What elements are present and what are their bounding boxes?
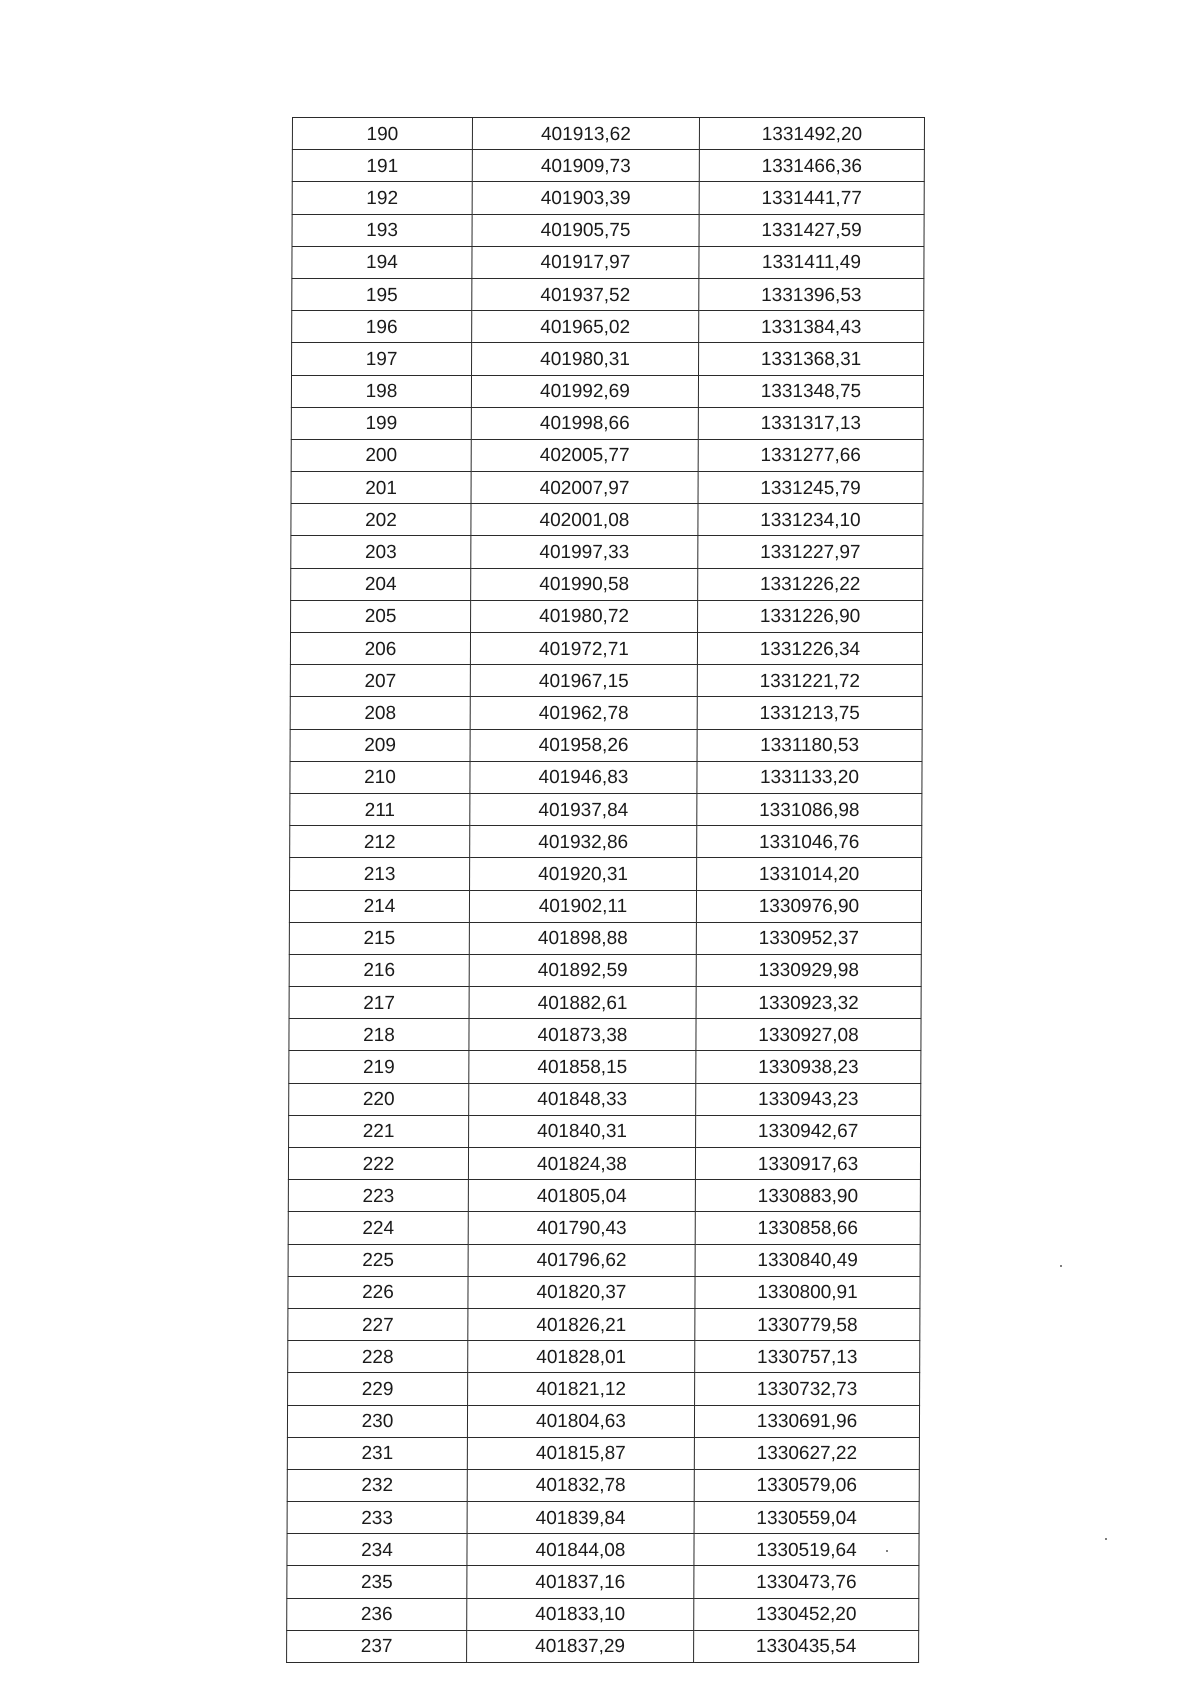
point-number-cell: 221 <box>289 1115 469 1147</box>
x-coordinate-cell: 401873,38 <box>469 1019 696 1051</box>
point-number-cell: 210 <box>290 761 470 793</box>
table-row <box>290 793 922 825</box>
point-number-cell: 226 <box>288 1276 468 1308</box>
y-coordinate-cell: 1330627,22 <box>694 1437 919 1469</box>
y-coordinate-cell: 1330840,49 <box>695 1244 920 1276</box>
table-row <box>287 1437 919 1469</box>
table-row <box>290 697 922 729</box>
table-row <box>292 246 924 278</box>
point-number-cell: 192 <box>292 182 472 214</box>
x-coordinate-cell: 401965,02 <box>472 311 699 343</box>
y-coordinate-cell: 1330883,90 <box>695 1180 920 1212</box>
x-coordinate-cell: 401903,39 <box>472 182 699 214</box>
point-number-cell: 233 <box>287 1502 467 1534</box>
table-row <box>287 1405 919 1437</box>
y-coordinate-cell: 1331492,20 <box>699 118 924 150</box>
table-row <box>289 954 921 986</box>
point-number-cell: 236 <box>287 1598 467 1630</box>
table-row <box>290 633 922 665</box>
x-coordinate-cell: 401905,75 <box>472 214 699 246</box>
x-coordinate-cell: 401858,15 <box>469 1051 696 1083</box>
point-number-cell: 209 <box>290 729 470 761</box>
table-row <box>288 1148 920 1180</box>
y-coordinate-cell: 1330942,67 <box>696 1115 921 1147</box>
y-coordinate-cell: 1330757,13 <box>695 1341 920 1373</box>
table-row <box>291 504 923 536</box>
table-row <box>291 568 923 600</box>
y-coordinate-cell: 1331441,77 <box>699 182 924 214</box>
table-row <box>290 858 922 890</box>
y-coordinate-cell: 1331221,72 <box>697 665 922 697</box>
table-row <box>292 343 924 375</box>
point-number-cell: 206 <box>290 633 470 665</box>
point-number-cell: 230 <box>287 1405 467 1437</box>
x-coordinate-cell: 402001,08 <box>471 504 698 536</box>
x-coordinate-cell: 401937,84 <box>470 793 697 825</box>
y-coordinate-cell: 1331180,53 <box>697 729 922 761</box>
x-coordinate-cell: 402005,77 <box>471 439 698 471</box>
table-row <box>292 278 924 310</box>
x-coordinate-cell: 401796,62 <box>468 1244 695 1276</box>
x-coordinate-cell: 401962,78 <box>470 697 697 729</box>
table-row <box>289 1051 921 1083</box>
y-coordinate-cell: 1331227,97 <box>698 536 923 568</box>
point-number-cell: 225 <box>288 1244 468 1276</box>
table-row <box>287 1469 919 1501</box>
table-row <box>292 150 924 182</box>
x-coordinate-cell: 401790,43 <box>468 1212 695 1244</box>
x-coordinate-cell: 401892,59 <box>469 954 696 986</box>
y-coordinate-cell: 1331086,98 <box>697 793 922 825</box>
x-coordinate-cell: 401917,97 <box>472 246 699 278</box>
point-number-cell: 237 <box>287 1630 467 1662</box>
coordinates-table-body <box>287 118 925 1663</box>
point-number-cell: 199 <box>291 407 471 439</box>
point-number-cell: 219 <box>289 1051 469 1083</box>
table-row <box>290 826 922 858</box>
y-coordinate-cell: 1330858,66 <box>695 1212 920 1244</box>
point-number-cell: 223 <box>288 1180 468 1212</box>
y-coordinate-cell: 1330938,23 <box>696 1051 921 1083</box>
table-row <box>290 665 922 697</box>
table-row <box>287 1566 919 1598</box>
x-coordinate-cell: 401992,69 <box>471 375 698 407</box>
x-coordinate-cell: 401824,38 <box>468 1148 695 1180</box>
y-coordinate-cell: 1330943,23 <box>696 1083 921 1115</box>
table-row <box>292 311 924 343</box>
y-coordinate-cell: 1330473,76 <box>694 1566 919 1598</box>
y-coordinate-cell: 1330952,37 <box>696 922 921 954</box>
point-number-cell: 202 <box>291 504 471 536</box>
y-coordinate-cell: 1330452,20 <box>694 1598 919 1630</box>
y-coordinate-cell: 1331277,66 <box>698 439 923 471</box>
x-coordinate-cell: 401946,83 <box>470 761 697 793</box>
x-coordinate-cell: 401913,62 <box>472 118 699 150</box>
x-coordinate-cell: 401804,63 <box>467 1405 694 1437</box>
y-coordinate-cell: 1331466,36 <box>699 150 924 182</box>
scan-speck <box>1060 1265 1062 1267</box>
coordinates-table <box>286 117 925 1663</box>
x-coordinate-cell: 401920,31 <box>470 858 697 890</box>
y-coordinate-cell: 1331384,43 <box>699 311 924 343</box>
table-row <box>289 987 921 1019</box>
x-coordinate-cell: 401972,71 <box>470 633 697 665</box>
point-number-cell: 197 <box>292 343 472 375</box>
point-number-cell: 234 <box>287 1534 467 1566</box>
point-number-cell: 201 <box>291 472 471 504</box>
point-number-cell: 224 <box>288 1212 468 1244</box>
x-coordinate-cell: 401837,16 <box>467 1566 694 1598</box>
x-coordinate-cell: 401805,04 <box>468 1180 695 1212</box>
y-coordinate-cell: 1330800,91 <box>695 1276 920 1308</box>
x-coordinate-cell: 402007,97 <box>471 472 698 504</box>
table-row <box>290 761 922 793</box>
point-number-cell: 200 <box>291 439 471 471</box>
table-row <box>291 472 923 504</box>
x-coordinate-cell: 401932,86 <box>470 826 697 858</box>
table-row <box>289 1019 921 1051</box>
point-number-cell: 227 <box>288 1308 468 1340</box>
point-number-cell: 231 <box>287 1437 467 1469</box>
table-row <box>292 118 924 150</box>
point-number-cell: 190 <box>292 118 472 150</box>
point-number-cell: 195 <box>292 278 472 310</box>
x-coordinate-cell: 401844,08 <box>467 1534 694 1566</box>
point-number-cell: 228 <box>288 1341 468 1373</box>
point-number-cell: 196 <box>292 311 472 343</box>
x-coordinate-cell: 401821,12 <box>468 1373 695 1405</box>
x-coordinate-cell: 401898,88 <box>469 922 696 954</box>
table-row <box>292 214 924 246</box>
y-coordinate-cell: 1331234,10 <box>698 504 923 536</box>
x-coordinate-cell: 401820,37 <box>468 1276 695 1308</box>
point-number-cell: 212 <box>290 826 470 858</box>
x-coordinate-cell: 401832,78 <box>467 1469 694 1501</box>
point-number-cell: 214 <box>289 890 469 922</box>
point-number-cell: 211 <box>290 793 470 825</box>
table-row <box>291 600 923 632</box>
point-number-cell: 203 <box>291 536 471 568</box>
x-coordinate-cell: 401980,31 <box>472 343 699 375</box>
table-row <box>289 922 921 954</box>
y-coordinate-cell: 1331411,49 <box>699 246 924 278</box>
point-number-cell: 215 <box>289 922 469 954</box>
x-coordinate-cell: 401833,10 <box>467 1598 694 1630</box>
x-coordinate-cell: 401997,33 <box>471 536 698 568</box>
y-coordinate-cell: 1331226,90 <box>698 600 923 632</box>
x-coordinate-cell: 401990,58 <box>471 568 698 600</box>
point-number-cell: 207 <box>290 665 470 697</box>
table-row <box>292 182 924 214</box>
y-coordinate-cell: 1330691,96 <box>694 1405 919 1437</box>
table-row <box>289 1083 921 1115</box>
table-row <box>288 1212 920 1244</box>
y-coordinate-cell: 1331317,13 <box>698 407 923 439</box>
y-coordinate-cell: 1330559,04 <box>694 1502 919 1534</box>
y-coordinate-cell: 1331396,53 <box>699 278 924 310</box>
point-number-cell: 216 <box>289 954 469 986</box>
y-coordinate-cell: 1330927,08 <box>696 1019 921 1051</box>
y-coordinate-cell: 1331368,31 <box>699 343 924 375</box>
table-row <box>287 1534 919 1566</box>
point-number-cell: 191 <box>292 150 472 182</box>
table-row <box>288 1341 920 1373</box>
table-row <box>287 1502 919 1534</box>
table-row <box>288 1180 920 1212</box>
table-row <box>288 1276 920 1308</box>
table-row <box>290 729 922 761</box>
x-coordinate-cell: 401828,01 <box>468 1341 695 1373</box>
point-number-cell: 205 <box>291 600 471 632</box>
y-coordinate-cell: 1330579,06 <box>694 1469 919 1501</box>
x-coordinate-cell: 401967,15 <box>470 665 697 697</box>
table-row <box>288 1244 920 1276</box>
point-number-cell: 229 <box>288 1373 468 1405</box>
table-row <box>289 1115 921 1147</box>
y-coordinate-cell: 1330929,98 <box>696 954 921 986</box>
table-row <box>288 1308 920 1340</box>
point-number-cell: 193 <box>292 214 472 246</box>
table-row <box>291 407 923 439</box>
y-coordinate-cell: 1331427,59 <box>699 214 924 246</box>
y-coordinate-cell: 1330519,64 <box>694 1534 919 1566</box>
y-coordinate-cell: 1330779,58 <box>695 1308 920 1340</box>
y-coordinate-cell: 1330917,63 <box>695 1148 920 1180</box>
x-coordinate-cell: 401902,11 <box>469 890 696 922</box>
x-coordinate-cell: 401937,52 <box>472 278 699 310</box>
y-coordinate-cell: 1331348,75 <box>698 375 923 407</box>
table-row <box>288 1373 920 1405</box>
table-row <box>287 1598 919 1630</box>
table-row <box>289 890 921 922</box>
x-coordinate-cell: 401998,66 <box>471 407 698 439</box>
point-number-cell: 220 <box>289 1083 469 1115</box>
y-coordinate-cell: 1330732,73 <box>695 1373 920 1405</box>
point-number-cell: 204 <box>291 568 471 600</box>
x-coordinate-cell: 401909,73 <box>472 150 699 182</box>
point-number-cell: 218 <box>289 1019 469 1051</box>
scan-speck <box>1105 1538 1107 1540</box>
y-coordinate-cell: 1330976,90 <box>696 890 921 922</box>
table-row <box>291 439 923 471</box>
point-number-cell: 232 <box>287 1469 467 1501</box>
point-number-cell: 222 <box>288 1148 468 1180</box>
y-coordinate-cell: 1331245,79 <box>698 472 923 504</box>
point-number-cell: 235 <box>287 1566 467 1598</box>
point-number-cell: 194 <box>292 246 472 278</box>
scan-speck <box>886 1550 888 1552</box>
point-number-cell: 213 <box>290 858 470 890</box>
table-row <box>291 536 923 568</box>
x-coordinate-cell: 401958,26 <box>470 729 697 761</box>
x-coordinate-cell: 401837,29 <box>467 1630 694 1662</box>
point-number-cell: 217 <box>289 987 469 1019</box>
y-coordinate-cell: 1331014,20 <box>697 858 922 890</box>
x-coordinate-cell: 401980,72 <box>471 600 698 632</box>
y-coordinate-cell: 1331213,75 <box>697 697 922 729</box>
table-row <box>287 1630 919 1662</box>
x-coordinate-cell: 401815,87 <box>467 1437 694 1469</box>
point-number-cell: 198 <box>291 375 471 407</box>
x-coordinate-cell: 401826,21 <box>468 1308 695 1340</box>
y-coordinate-cell: 1331133,20 <box>697 761 922 793</box>
x-coordinate-cell: 401848,33 <box>469 1083 696 1115</box>
y-coordinate-cell: 1331226,34 <box>697 633 922 665</box>
table-row <box>291 375 923 407</box>
y-coordinate-cell: 1331226,22 <box>698 568 923 600</box>
x-coordinate-cell: 401839,84 <box>467 1502 694 1534</box>
x-coordinate-cell: 401882,61 <box>469 987 696 1019</box>
y-coordinate-cell: 1330435,54 <box>694 1630 919 1662</box>
point-number-cell: 208 <box>290 697 470 729</box>
y-coordinate-cell: 1331046,76 <box>697 826 922 858</box>
x-coordinate-cell: 401840,31 <box>469 1115 696 1147</box>
y-coordinate-cell: 1330923,32 <box>696 987 921 1019</box>
